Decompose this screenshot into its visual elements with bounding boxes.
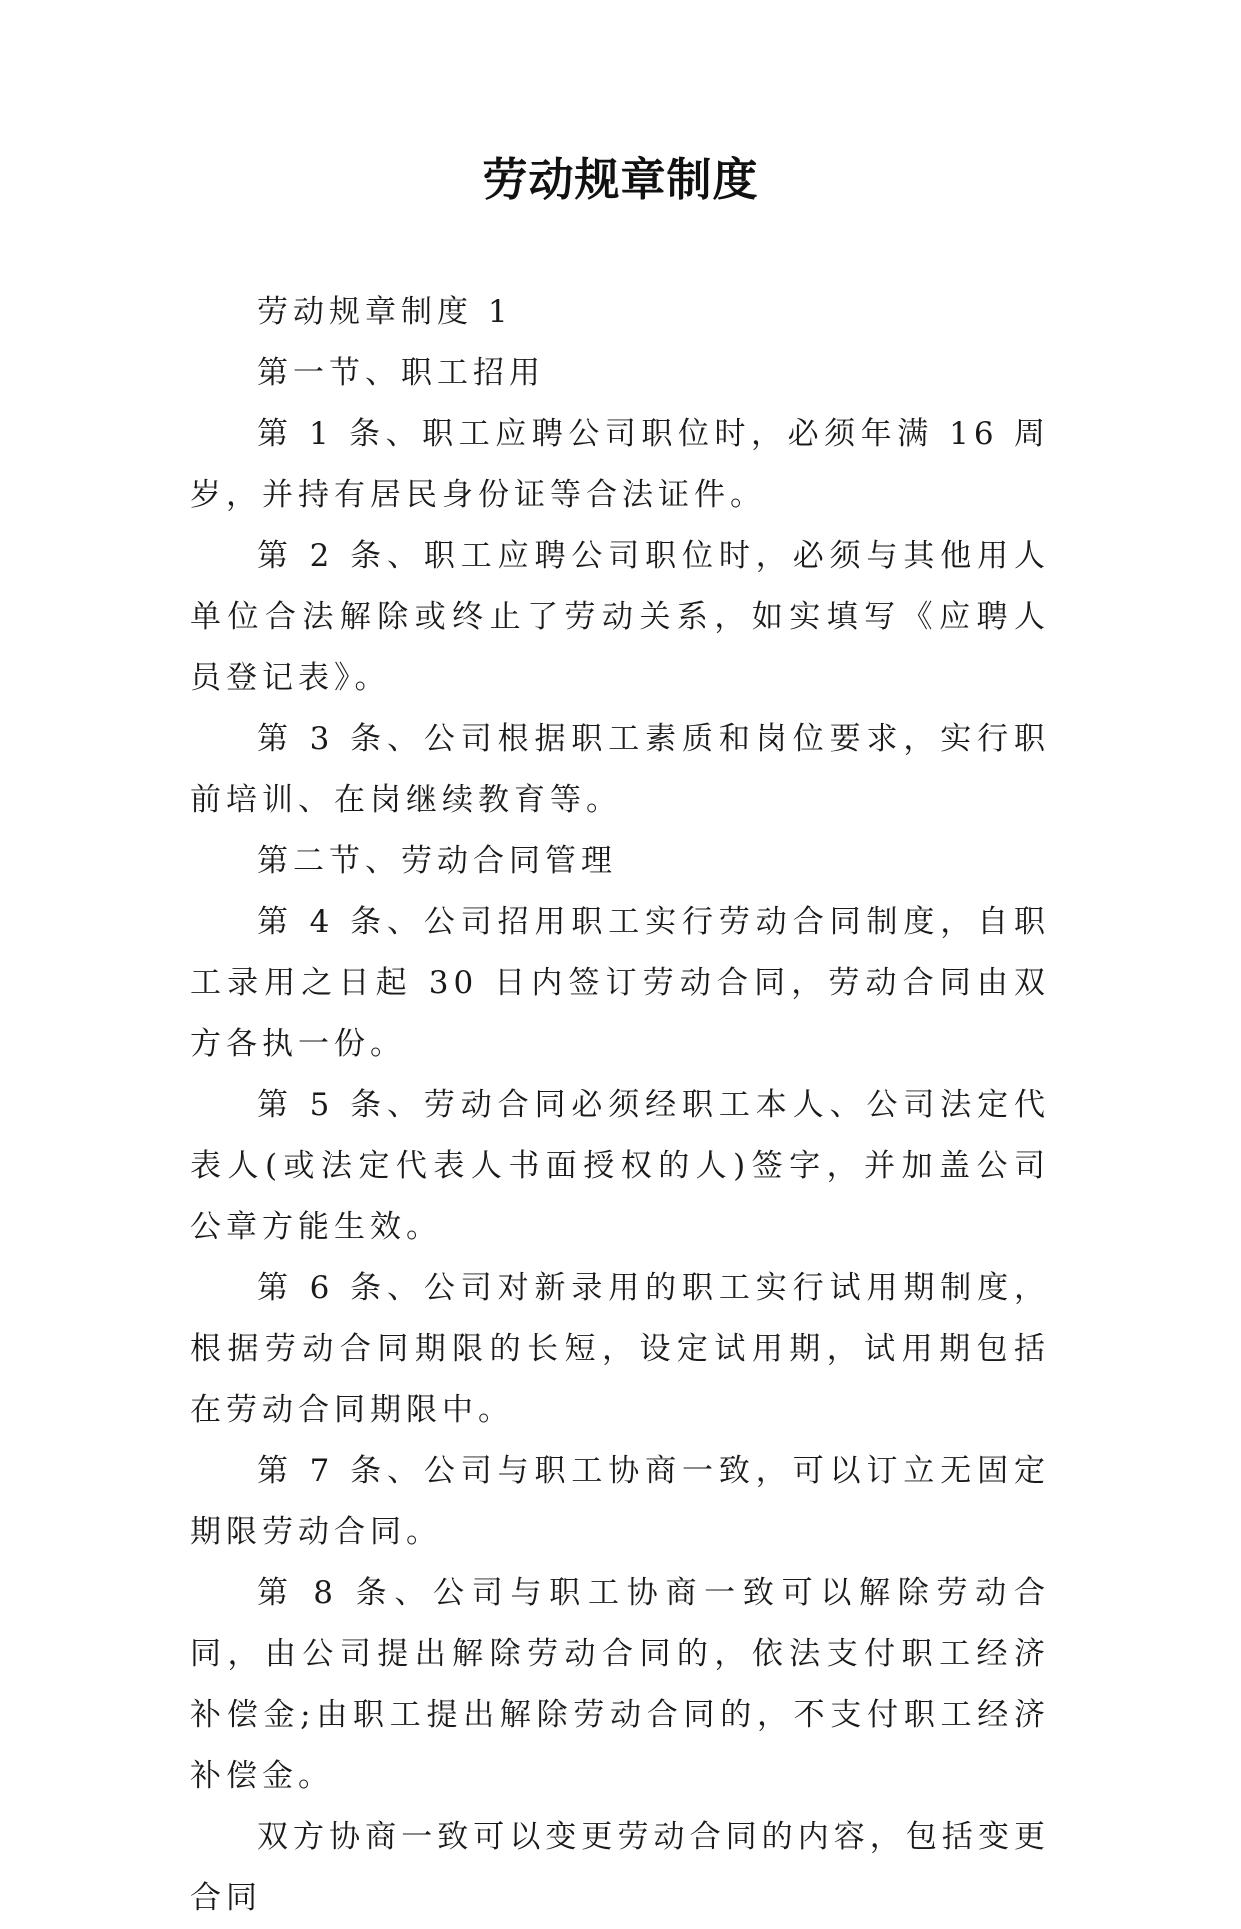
- paragraph-heading-1: 劳动规章制度 1: [257, 294, 513, 330]
- article-7: 第 7 条、公司与职工协商一致，可以订立无固定期限劳动合同。: [190, 1453, 1050, 1550]
- document-body: [190, 282, 1050, 1929]
- section-heading-1: 第一节、职工招用: [257, 355, 545, 391]
- paragraph-continued: 双方协商一致可以变更劳动合同的内容，包括变更合同: [190, 1819, 1050, 1916]
- article-6: 第 6 条、公司对新录用的职工实行试用期制度，根据劳动合同期限的长短，设定试用期，试用期包括在劳动合同期限中。: [190, 1270, 1050, 1428]
- section-heading-2: 第二节、劳动合同管理: [257, 843, 617, 879]
- article-4: 第 4 条、公司招用职工实行劳动合同制度，自职工录用之日起 30 日内签订劳动合同，劳动合同由双方各执一份。: [190, 904, 1050, 1062]
- article-3: 第 3 条、公司根据职工素质和岗位要求，实行职前培训、在岗继续教育等。: [190, 721, 1050, 818]
- article-2: 第 2 条、职工应聘公司职位时，必须与其他用人单位合法解除或终止了劳动关系，如实填写《应聘人员登记表》。: [190, 538, 1050, 696]
- article-8: 第 8 条、公司与职工协商一致可以解除劳动合同，由公司提出解除劳动合同的，依法支付职工经济补偿金;由职工提出解除劳动合同的，不支付职工经济补偿金。: [190, 1575, 1050, 1794]
- article-5: 第 5 条、劳动合同必须经职工本人、公司法定代表人(或法定代表人书面授权的人)签字，并加盖公司公章方能生效。: [190, 1087, 1050, 1245]
- document-title: 劳动规章制度: [482, 153, 759, 206]
- article-1: 第 1 条、职工应聘公司职位时，必须年满 16 周岁，并持有居民身份证等合法证件。: [190, 416, 1050, 513]
